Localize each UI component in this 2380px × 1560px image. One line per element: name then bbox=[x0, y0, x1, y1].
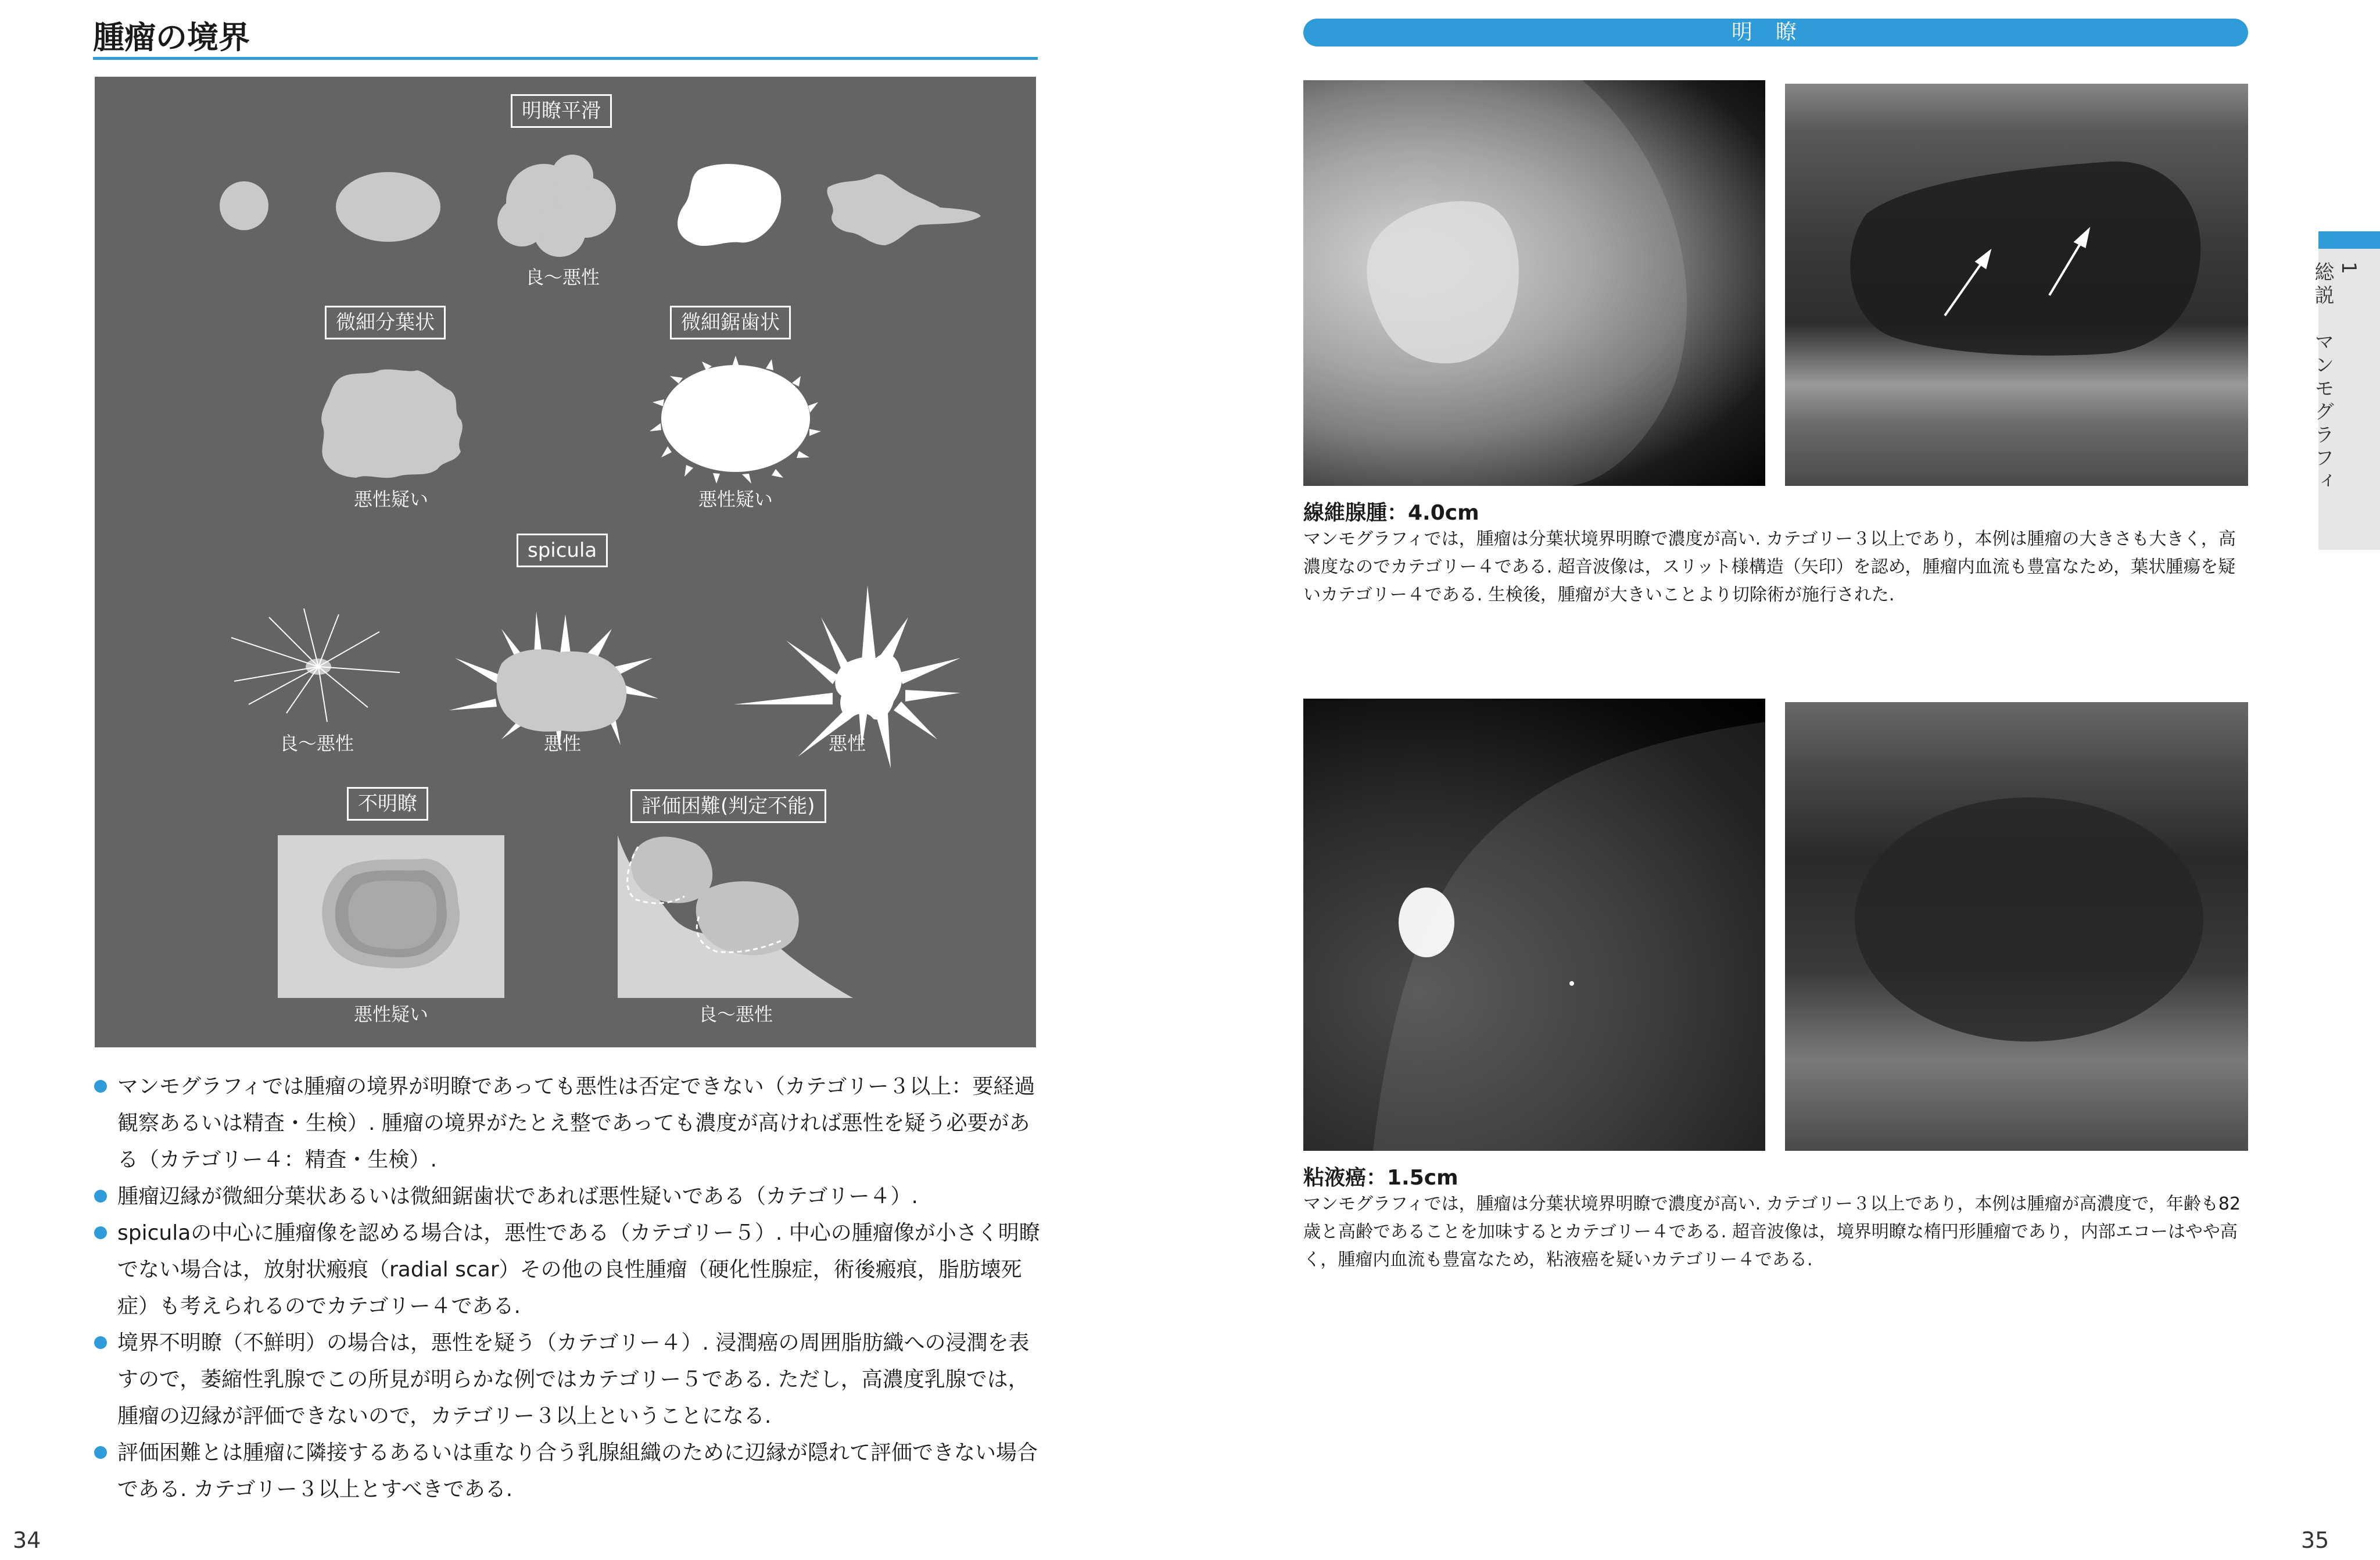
chapter-title: 総説 マンモグラフィ bbox=[2311, 262, 2334, 494]
caption-spicula-small: 良〜悪性 bbox=[279, 732, 354, 754]
bullet-dot-icon bbox=[94, 1446, 107, 1459]
bullet-dot-icon bbox=[94, 1190, 107, 1203]
caption-spicula-medium: 悪性 bbox=[543, 732, 582, 754]
chapter-side-tab-label bbox=[2311, 262, 2360, 494]
microlobulated-shape bbox=[321, 370, 463, 478]
mammogram-image-1 bbox=[1303, 80, 1765, 486]
page-number-left: 34 bbox=[13, 1527, 41, 1553]
mammogram-1-overlay bbox=[1303, 80, 1765, 486]
bullet-list bbox=[93, 1068, 1040, 1508]
oval-mass bbox=[1855, 797, 2203, 1042]
title-rule bbox=[93, 57, 1038, 60]
chapter-number: 1 bbox=[2337, 262, 2360, 278]
page-number-right: 35 bbox=[2301, 1527, 2329, 1553]
caption-smooth-lobulated: 良〜悪性 bbox=[525, 266, 600, 288]
ultrasound-image-2 bbox=[1785, 699, 2248, 1151]
label-microlobulated: 微細分葉状 bbox=[325, 306, 446, 339]
case1-description: マンモグラフィでは，腫瘤は分葉状境界明瞭で濃度が高い. カテゴリー３以上であり，本例は腫瘤の大きさも大きく，高濃度なのでカテゴリー４である. 超音波像は，スリット様構造（矢印）を認め，腫瘤内血流も豊富なため，葉状腫瘍を疑いカテゴリー４である. 生検後，腫瘤が大きいことより切除術が施行された. bbox=[1303, 529, 2236, 605]
lobulated-shape bbox=[497, 155, 616, 257]
ultrasound-image-1 bbox=[1785, 80, 2248, 486]
caption-spicula-large: 悪性 bbox=[828, 732, 866, 754]
list-item: 境界不明瞭（不鮮明）の場合は，悪性を疑う（カテゴリー４）. 浸潤癌の周囲脂肪織への浸潤を表すので，萎縮性乳腺でこの所見が明らかな例ではカテゴリー５である. ただし，高濃度乳腺では，腫瘤の辺縁が評価できないので，カテゴリー３以上ということになる. bbox=[93, 1325, 1040, 1434]
case2-title: 粘液癌：1.5cm bbox=[1303, 1166, 1458, 1190]
spicula-small-shape bbox=[231, 609, 400, 722]
case1-title: 線維腺腫：4.0cm bbox=[1303, 501, 1479, 525]
list-item: 腫瘤辺縁が微細分葉状あるいは微細鋸歯状であれば悪性疑いである（カテゴリー４）. bbox=[93, 1178, 1040, 1215]
label-obscured: 評価困難(判定不能) bbox=[630, 789, 826, 823]
ultrasound-2-overlay bbox=[1785, 699, 2248, 1151]
small-circle-shape bbox=[220, 181, 268, 230]
bullet-dot-icon bbox=[94, 1226, 107, 1239]
mammogram-2-overlay bbox=[1303, 699, 1765, 1151]
list-item: 評価困難とは腫瘤に隣接するあるいは重なり合う乳腺組織のために辺縁が隠れて評価できない場合である. カテゴリー３以上とすべきである. bbox=[93, 1434, 1040, 1508]
label-smooth: 明瞭平滑 bbox=[511, 94, 612, 128]
mammogram-image-2 bbox=[1303, 699, 1765, 1151]
bullet-dot-icon bbox=[94, 1080, 107, 1093]
ultrasound-1-overlay bbox=[1785, 80, 2248, 486]
breast-contour bbox=[1373, 722, 1765, 1151]
caption-microlobulated: 悪性疑い bbox=[353, 488, 429, 510]
ultrasound-top-scale bbox=[1785, 80, 2248, 84]
microserrated-shape bbox=[650, 356, 821, 484]
breast-contour bbox=[1303, 80, 1687, 486]
label-microserrated: 微細鋸歯状 bbox=[670, 306, 791, 339]
irregular-white-shape bbox=[678, 164, 781, 246]
section-header-pill: 明瞭 bbox=[1303, 19, 2248, 46]
label-indistinct: 不明瞭 bbox=[347, 787, 428, 821]
list-item: マンモグラフィでは腫瘤の境界が明瞭であっても悪性は否定できない（カテゴリー３以上：要経過観察あるいは精査・生検）. 腫瘤の境界がたとえ整であっても濃度が高ければ悪性を疑う必要がある（カテゴリー４：精査・生検）. bbox=[93, 1068, 1040, 1178]
caption-indistinct: 悪性疑い bbox=[353, 1003, 429, 1025]
caption-obscured: 良〜悪性 bbox=[698, 1003, 773, 1025]
bullet-dot-icon bbox=[94, 1336, 107, 1349]
caption-microserrated: 悪性疑い bbox=[698, 488, 773, 510]
chapter-side-tab-accent bbox=[2318, 231, 2380, 249]
case2-description: マンモグラフィでは，腫瘤は分葉状境界明瞭で濃度が高い. カテゴリー３以上であり，本例は腫瘤が高濃度で，年齢も82歳と高齢であることを加味するとカテゴリー４である. 超音波像は，境界明瞭な楕円形腫瘤であり，内部エコーはやや高く，腫瘤内血流も豊富なため，粘液癌を疑いカテゴリー４である. bbox=[1303, 1194, 2241, 1270]
ultrasound-top-scale bbox=[1785, 699, 2248, 702]
page-title: 腫瘤の境界 bbox=[93, 19, 250, 56]
indistinct-core bbox=[348, 881, 436, 949]
flat-irregular-shape bbox=[827, 174, 981, 245]
oval-shape bbox=[336, 172, 440, 242]
margin-diagram-figure bbox=[95, 77, 1036, 1047]
list-item: spiculaの中心に腫瘤像を認める場合は，悪性である（カテゴリー５）. 中心の腫瘤像が小さく明瞭でない場合は，放射状瘢痕（radial scar）その他の良性腫瘤（硬化性腺症，術後瘢痕，脂肪壊死症）も考えられるのでカテゴリー４である. bbox=[93, 1215, 1040, 1325]
label-spicula: spicula bbox=[517, 534, 608, 567]
phyllodes-mass bbox=[1850, 162, 2200, 356]
